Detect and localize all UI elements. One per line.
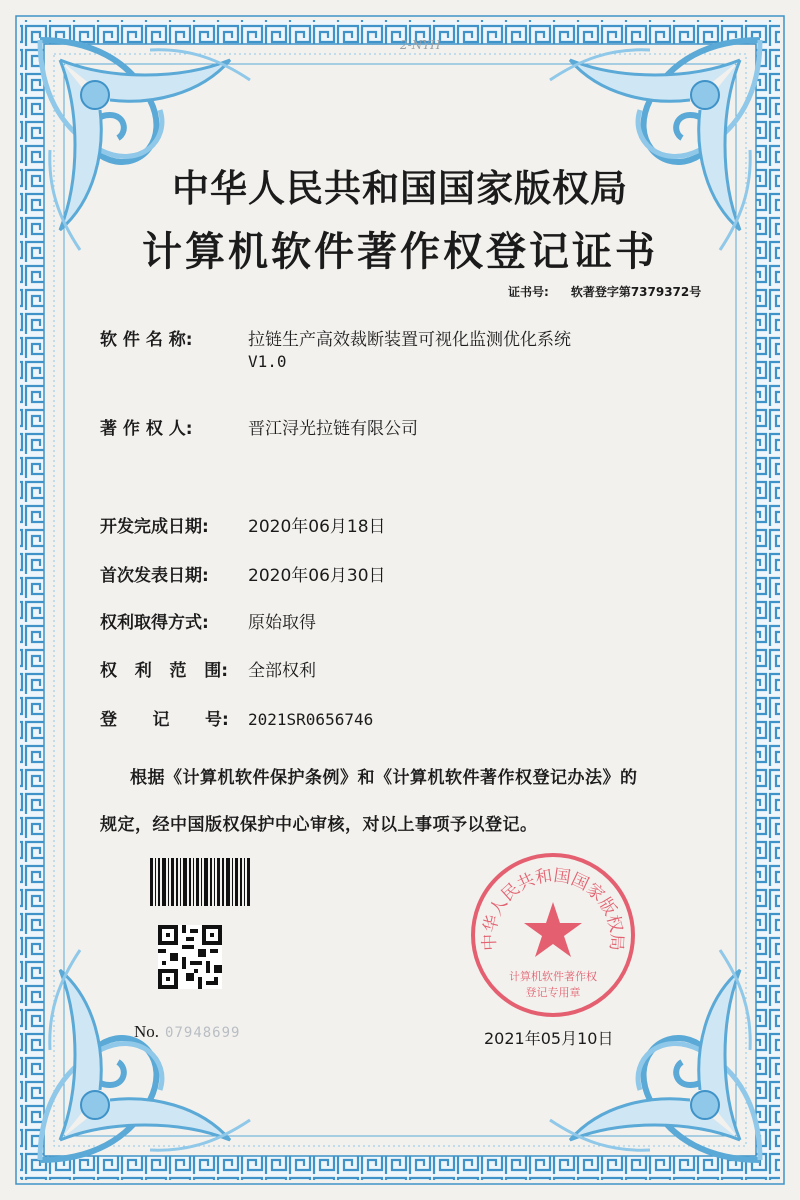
row-copyright-owner xyxy=(100,414,418,439)
handwritten-note: 2-NYH xyxy=(400,38,441,52)
first-publication-date-label: 首次发表日期: xyxy=(100,566,209,586)
row-rights-scope xyxy=(100,656,316,681)
dev-completion-date-value: 2020年06月18日 xyxy=(248,517,386,537)
issue-date: 2021年05月10日 xyxy=(484,1029,614,1048)
barcode xyxy=(150,858,250,906)
serial-value: 07948699 xyxy=(165,1025,241,1041)
first-publication-date-value: 2020年06月30日 xyxy=(248,566,386,586)
software-version-value: V1.0 xyxy=(248,352,287,371)
rights-scope-label: 权 利 范 围: xyxy=(100,661,229,681)
software-name-label: 软 件 名 称: xyxy=(100,330,193,350)
registration-no-value: 2021SR0656746 xyxy=(248,710,374,729)
official-seal xyxy=(468,850,638,1020)
serial-label: No. xyxy=(134,1022,160,1041)
statement-line-2: 规定，经中国版权保护中心审核，对以上事项予以登记。 xyxy=(100,815,538,835)
certificate-number xyxy=(508,283,701,300)
rights-scope-value: 全部权利 xyxy=(248,661,316,681)
statement-line-1: 根据《计算机软件保护条例》和《计算机软件著作权登记办法》的 xyxy=(130,768,638,788)
copyright-owner-label: 著 作 权 人: xyxy=(100,419,193,439)
issuer-title: 中华人民共和国国家版权局 xyxy=(172,167,628,210)
cert-no-label: 证书号: xyxy=(508,285,549,299)
seal-star-icon xyxy=(524,902,582,957)
seal-inner-line-1: 计算机软件著作权 xyxy=(509,970,597,983)
row-software-name xyxy=(100,325,571,350)
serial-number xyxy=(134,1022,240,1042)
certificate-title: 计算机软件著作权登记证书 xyxy=(142,229,658,275)
seal-outer-text: 中华人民共和国国家版权局 xyxy=(479,865,627,952)
row-dev-completion-date xyxy=(100,512,386,537)
software-name-value: 拉链生产高效裁断装置可视化监测优化系统 xyxy=(248,330,571,350)
row-registration-no xyxy=(100,705,373,730)
row-acquisition-method xyxy=(100,608,316,633)
cert-no-value: 软著登字第7379372号 xyxy=(570,285,702,299)
seal-inner-line-2: 登记专用章 xyxy=(525,986,581,999)
copyright-owner-value: 晋江浔光拉链有限公司 xyxy=(248,419,418,439)
registration-no-label: 登 记 号: xyxy=(100,710,229,730)
acquisition-method-label: 权利取得方式: xyxy=(100,613,209,633)
row-first-publication-date xyxy=(100,561,386,586)
qr-code xyxy=(158,925,222,989)
dev-completion-date-label: 开发完成日期: xyxy=(100,517,209,537)
acquisition-method-value: 原始取得 xyxy=(248,613,316,633)
